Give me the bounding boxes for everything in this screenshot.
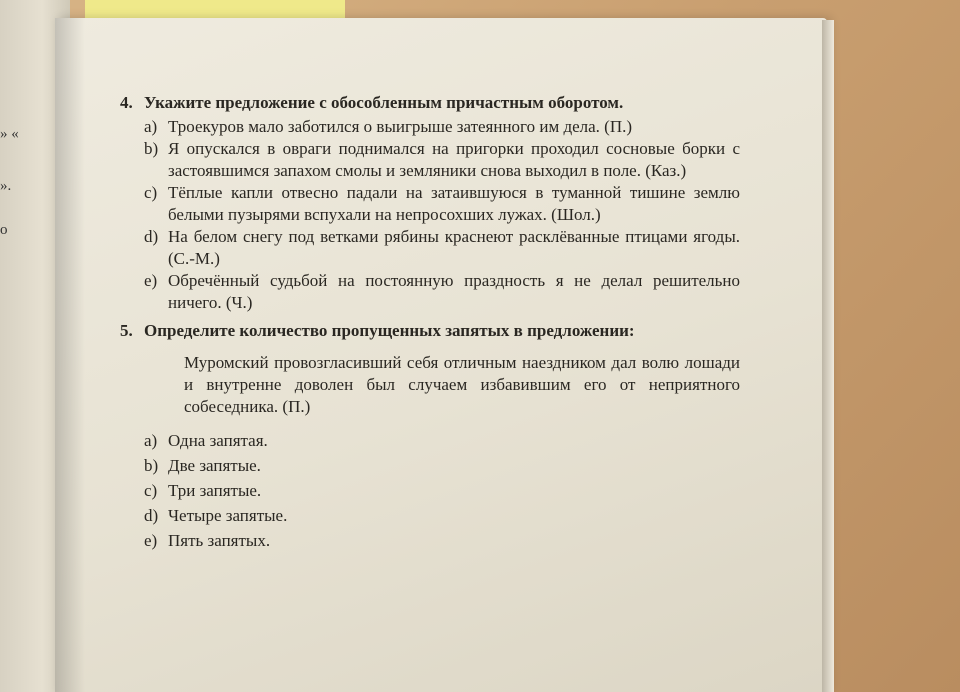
option-text: Три запятые. xyxy=(168,481,262,500)
option-d xyxy=(144,226,740,270)
question-number: 4. xyxy=(120,93,133,112)
option-letter: a) xyxy=(144,117,158,136)
answer-b xyxy=(144,455,740,477)
answer-d xyxy=(144,505,740,527)
option-b xyxy=(144,138,740,182)
question-5 xyxy=(120,320,740,342)
question-sentence: Муромский провозгласивший себя отличным наездником дал волю лошади и внутренне доволен был случаем избавившим его от неприятного собеседника. (П.) xyxy=(184,353,740,416)
option-text: Четыре запятые. xyxy=(168,506,288,525)
option-a xyxy=(144,116,740,138)
option-letter: d) xyxy=(144,227,159,246)
answer-a xyxy=(144,430,740,452)
left-page-mark: ». xyxy=(0,178,12,194)
option-letter: d) xyxy=(144,506,159,525)
option-text: Обречённый судьбой на постоянную праздность я не делал решительно ничего. (Ч.) xyxy=(168,271,740,312)
option-letter: b) xyxy=(144,139,159,158)
option-text: Троекуров мало заботился о выигрыше затеянного им дела. (П.) xyxy=(168,117,633,136)
answer-e xyxy=(144,530,740,552)
option-e xyxy=(144,270,740,314)
question-4-options xyxy=(144,116,740,314)
page-gutter xyxy=(55,18,85,692)
option-text: Одна запятая. xyxy=(168,431,268,450)
left-page-mark: о xyxy=(0,222,8,238)
question-5-options xyxy=(144,430,740,552)
question-text: Укажите предложение с обособленным причастным оборотом. xyxy=(144,93,624,112)
sticky-note xyxy=(85,0,345,20)
answer-c xyxy=(144,480,740,502)
option-letter: e) xyxy=(144,531,158,550)
option-text: Я опускался в овраги поднимался на пригорки проходил сосновые борки с застоявшимся запахом смолы и земляники снова выходил в поле. (Каз.) xyxy=(168,139,740,180)
left-page-mark: » « xyxy=(0,126,19,142)
question-text: Определите количество пропущенных запятых в предложении: xyxy=(144,321,635,340)
option-letter: e) xyxy=(144,271,158,290)
question-number: 5. xyxy=(120,321,133,340)
option-text: Две запятые. xyxy=(168,456,261,475)
option-letter: c) xyxy=(144,481,158,500)
option-letter: b) xyxy=(144,456,159,475)
option-c xyxy=(144,182,740,226)
page-content xyxy=(120,92,740,555)
page-edge xyxy=(822,20,834,692)
option-letter: a) xyxy=(144,431,158,450)
option-text: На белом снегу под ветками рябины краснеют расклёванные птицами ягоды. (С.-М.) xyxy=(168,227,740,268)
option-text: Тёплые капли отвесно падали на затаившуюся в туманной тишине землю белыми пузырями вспухали на непросохших лужах. (Шол.) xyxy=(168,183,740,224)
option-text: Пять запятых. xyxy=(168,531,271,550)
question-4 xyxy=(120,92,740,114)
option-letter: c) xyxy=(144,183,158,202)
